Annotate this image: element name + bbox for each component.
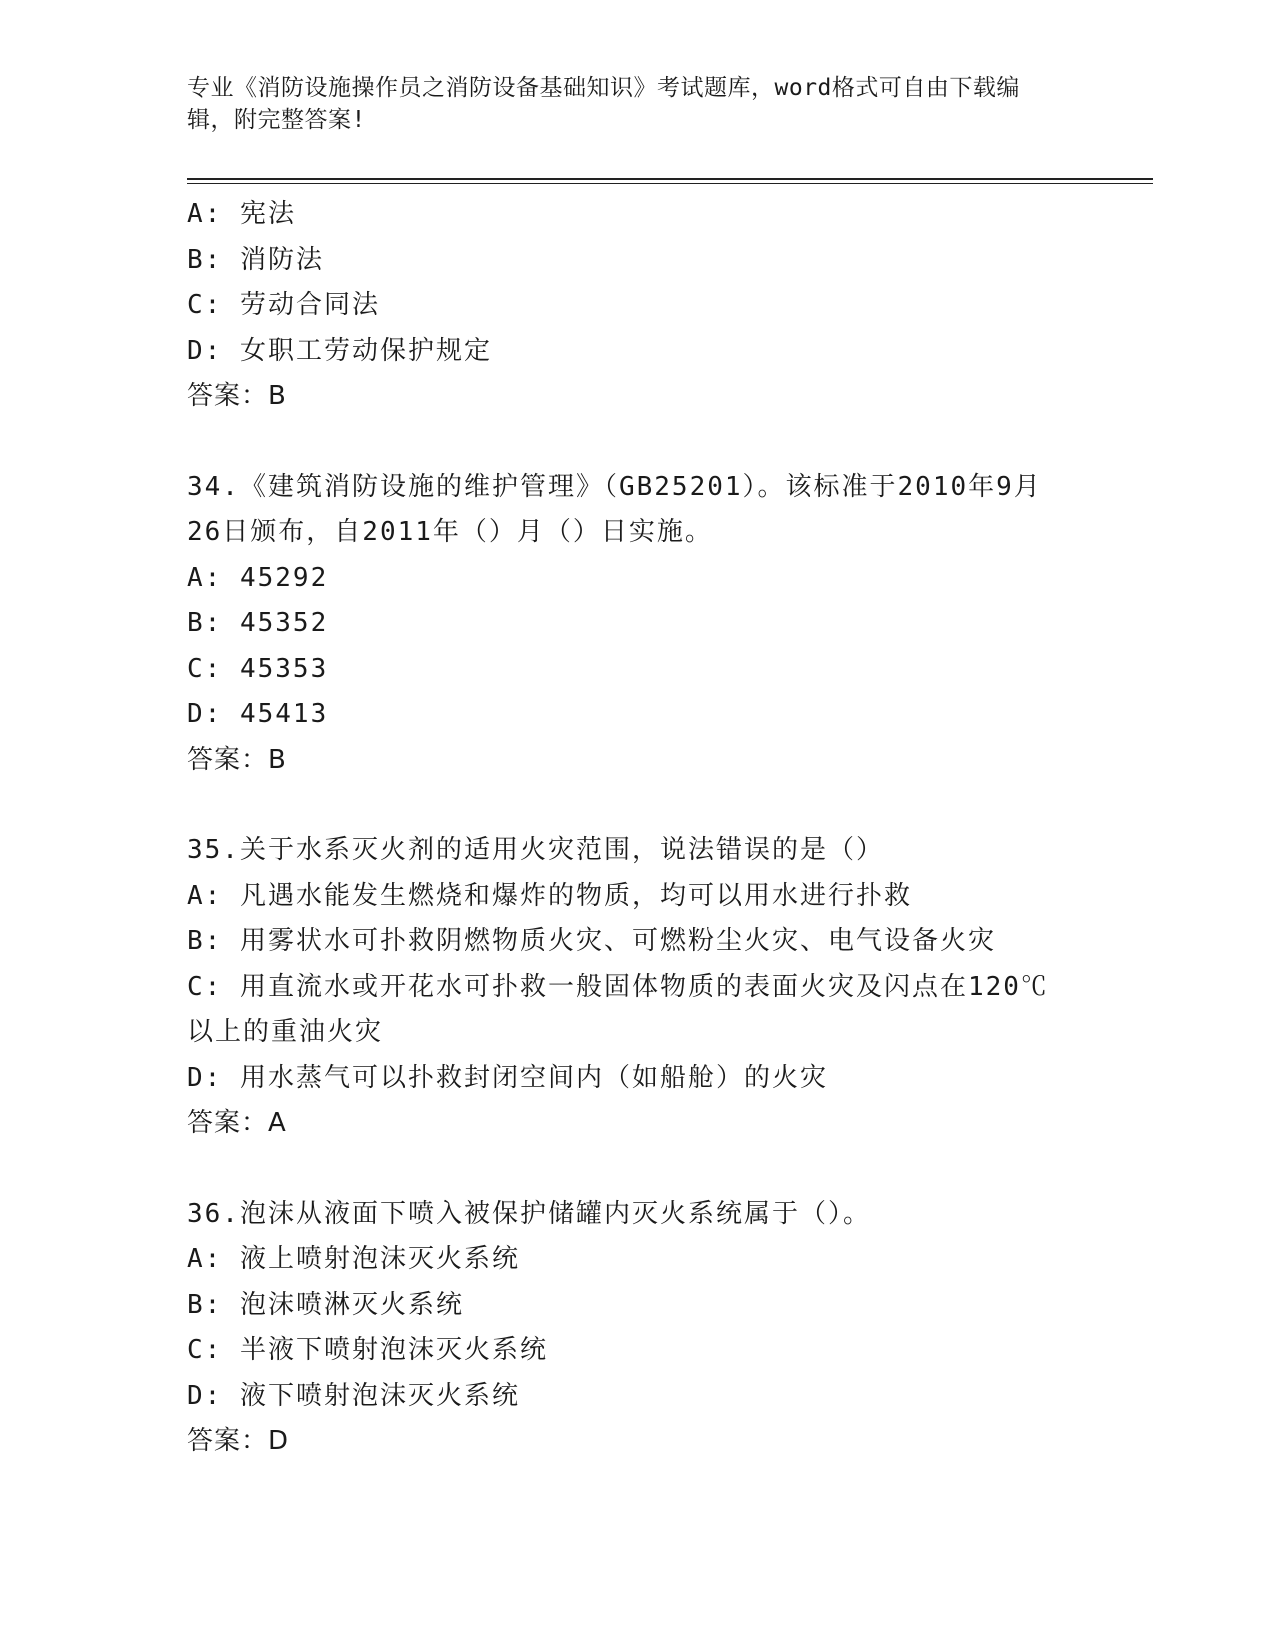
answer-line: 答案：B	[187, 744, 287, 775]
question-stem-line-1: 34.《建筑消防设施的维护管理》（GB25201）。该标准于2010年9月	[187, 471, 1042, 502]
header-divider-thin	[187, 183, 1153, 184]
option-c: C: 劳动合同法	[187, 290, 380, 320]
question-gap	[187, 783, 1087, 828]
option-c: C: 45353	[187, 653, 329, 684]
question-stem-line-2: 26日颁布，自2011年（）月（）日实施。	[187, 517, 713, 547]
question-36	[187, 1192, 1087, 1465]
header-divider-thick	[187, 178, 1153, 180]
option-a: A: 宪法	[187, 199, 296, 229]
answer-line: 答案：A	[187, 1108, 287, 1138]
document-header	[187, 72, 1087, 136]
option-d: D: 用水蒸气可以扑救封闭空间内（如船舱）的火灾	[187, 1062, 828, 1093]
option-d: D: 女职工劳动保护规定	[187, 335, 492, 366]
question-gap	[187, 1147, 1087, 1192]
question-33	[187, 192, 1087, 420]
answer-line: 答案：B	[187, 381, 287, 411]
option-d: D: 45413	[187, 699, 329, 729]
question-list	[187, 192, 1087, 1465]
question-34	[187, 465, 1087, 784]
option-b: B: 泡沫喷淋灭火系统	[187, 1289, 464, 1320]
option-c-line-1: C: 用直流水或开花水可扑救一般固体物质的表面火灾及闪点在120℃	[187, 971, 1049, 1002]
question-stem: 36.泡沫从液面下喷入被保护储罐内灭火系统属于（）。	[187, 1198, 871, 1229]
header-line-2: 辑，附完整答案!	[187, 107, 366, 133]
header-line-1: 专业《消防设施操作员之消防设备基础知识》考试题库，word格式可自由下载编	[187, 75, 1020, 101]
question-gap	[187, 420, 1087, 465]
option-a: A: 45292	[187, 562, 329, 593]
option-c: C: 半液下喷射泡沫灭火系统	[187, 1335, 548, 1365]
option-b: B: 用雾状水可扑救阴燃物质火灾、可燃粉尘火灾、电气设备火灾	[187, 926, 996, 956]
option-d: D: 液下喷射泡沫灭火系统	[187, 1380, 520, 1411]
question-stem: 35.关于水系灭火剂的适用火灾范围，说法错误的是（）	[187, 835, 884, 865]
option-a: A: 液上喷射泡沫灭火系统	[187, 1244, 520, 1274]
option-b: B: 消防法	[187, 244, 324, 275]
answer-line: 答案：D	[187, 1426, 290, 1456]
option-a: A: 凡遇水能发生燃烧和爆炸的物质，均可以用水进行扑救	[187, 880, 912, 911]
option-c-line-2: 以上的重油火灾	[187, 1017, 384, 1047]
question-35	[187, 828, 1087, 1147]
option-b: B: 45352	[187, 608, 329, 638]
